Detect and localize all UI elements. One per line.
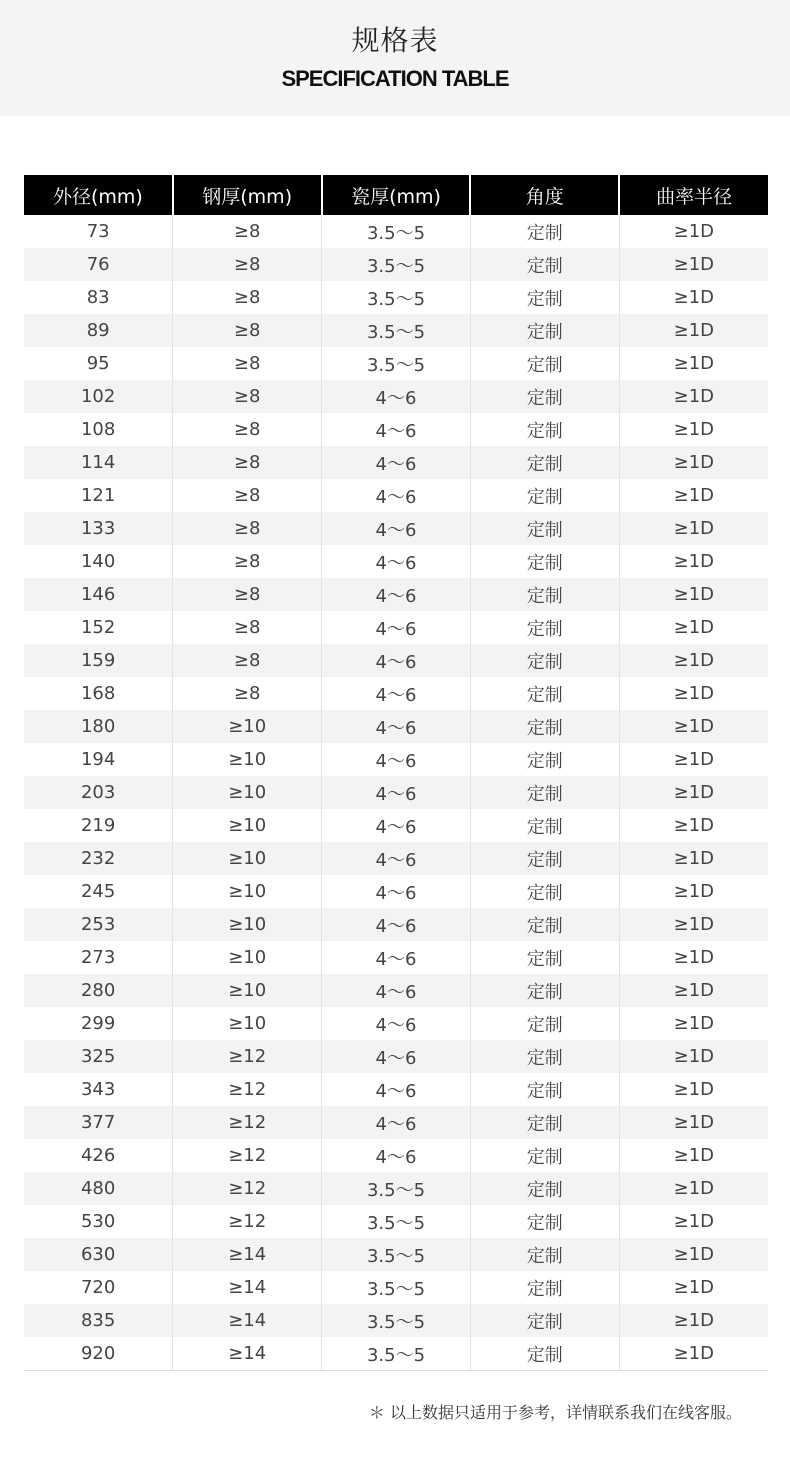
table-row — [24, 1106, 768, 1139]
cell-ceramic-thickness: 4～6 — [322, 710, 471, 743]
cell-curvature-radius: ≥1D — [673, 1277, 715, 1298]
cell-outer-diameter: 83 — [24, 281, 173, 314]
cell-curvature-radius: ≥1D — [673, 353, 715, 374]
cell-curvature-radius: ≥1D — [673, 551, 715, 572]
cell-angle: 定制 — [470, 743, 619, 776]
cell-ceramic-thickness: 3.5～5 — [322, 1304, 471, 1337]
cell-outer-diameter: 108 — [24, 413, 173, 446]
page-header — [0, 0, 790, 116]
cell-outer-diameter: 76 — [24, 248, 173, 281]
cell-outer-diameter: 146 — [24, 578, 173, 611]
cell-curvature-radius: ≥1D — [619, 1172, 768, 1205]
table-row — [24, 644, 768, 677]
table-row — [24, 446, 768, 479]
cell-curvature-radius: ≥1D — [619, 1238, 768, 1271]
cell-angle: 定制 — [470, 710, 619, 743]
table-row — [24, 1337, 768, 1371]
cell-curvature-radius: ≥1D — [619, 248, 768, 281]
cell-outer-diameter: 325 — [24, 1040, 173, 1073]
cell-angle: 定制 — [470, 446, 619, 479]
table-row — [24, 281, 768, 314]
cell-angle: 定制 — [470, 1073, 619, 1106]
cell-angle: 定制 — [470, 1304, 619, 1337]
cell-ceramic-thickness: 4～6 — [322, 578, 471, 611]
cell-angle: 定制 — [470, 776, 619, 809]
cell-ceramic-thickness: 4～6 — [322, 1106, 471, 1139]
cell-ceramic-thickness: 4～6 — [322, 512, 471, 545]
cell-ceramic-thickness: 4～6 — [322, 413, 471, 446]
cell-outer-diameter: 180 — [24, 710, 173, 743]
cell-angle: 定制 — [470, 1139, 619, 1172]
cell-steel-thickness: ≥12 — [173, 1139, 322, 1172]
cell-steel-thickness: ≥12 — [173, 1172, 322, 1205]
cell-curvature-radius: ≥1D — [619, 1106, 768, 1139]
cell-angle: 定制 — [470, 1172, 619, 1205]
cell-steel-thickness: ≥14 — [173, 1238, 322, 1271]
table-row — [24, 776, 768, 809]
cell-steel-thickness: ≥8 — [173, 314, 322, 347]
cell-angle: 定制 — [470, 611, 619, 644]
table-row — [24, 1172, 768, 1205]
column-header-ceramic-thickness: 瓷厚(mm) — [322, 175, 471, 215]
table-row — [24, 1040, 768, 1073]
cell-angle: 定制 — [470, 545, 619, 578]
page-subtitle: SPECIFICATION TABLE — [281, 66, 509, 91]
cell-ceramic-thickness: 4～6 — [322, 1139, 471, 1172]
cell-ceramic-thickness: 4～6 — [322, 743, 471, 776]
table-row — [24, 347, 768, 380]
cell-curvature-radius: ≥1D — [619, 578, 768, 611]
cell-steel-thickness: ≥10 — [173, 908, 322, 941]
cell-ceramic-thickness: 4～6 — [322, 1073, 471, 1106]
cell-angle: 定制 — [470, 281, 619, 314]
cell-outer-diameter: 121 — [24, 479, 173, 512]
table-row — [24, 479, 768, 512]
cell-steel-thickness: ≥8 — [173, 578, 322, 611]
cell-outer-diameter: 299 — [24, 1007, 173, 1040]
cell-ceramic-thickness: 4～6 — [322, 1040, 471, 1073]
table-row — [24, 809, 768, 842]
cell-outer-diameter: 95 — [24, 347, 173, 380]
cell-steel-thickness: ≥8 — [173, 479, 322, 512]
cell-curvature-radius: ≥1D — [673, 815, 715, 836]
cell-ceramic-thickness: 4～6 — [322, 1007, 471, 1040]
cell-curvature-radius: ≥1D — [673, 287, 715, 308]
cell-steel-thickness: ≥10 — [173, 809, 322, 842]
cell-outer-diameter: 835 — [24, 1304, 173, 1337]
cell-curvature-radius: ≥1D — [619, 1040, 768, 1073]
cell-ceramic-thickness: 4～6 — [322, 908, 471, 941]
cell-outer-diameter: 203 — [24, 776, 173, 809]
footnote: ＊ 以上数据只适用于参考，详情联系我们在线客服。 — [368, 1403, 742, 1422]
table-header-row — [24, 175, 768, 215]
table-row — [24, 842, 768, 875]
cell-curvature-radius: ≥1D — [673, 617, 715, 638]
cell-ceramic-thickness: 3.5～5 — [322, 1205, 471, 1238]
cell-ceramic-thickness: 4～6 — [322, 974, 471, 1007]
cell-outer-diameter: 232 — [24, 842, 173, 875]
cell-steel-thickness: ≥10 — [173, 974, 322, 1007]
cell-angle: 定制 — [470, 413, 619, 446]
table-row — [24, 512, 768, 545]
cell-curvature-radius: ≥1D — [673, 419, 715, 440]
cell-curvature-radius: ≥1D — [673, 683, 715, 704]
cell-angle: 定制 — [470, 1271, 619, 1304]
cell-steel-thickness: ≥12 — [173, 1040, 322, 1073]
cell-outer-diameter: 73 — [24, 215, 173, 248]
table-row — [24, 677, 768, 710]
column-header-angle: 角度 — [470, 175, 619, 215]
table-row — [24, 1238, 768, 1271]
cell-angle: 定制 — [470, 974, 619, 1007]
cell-curvature-radius: ≥1D — [673, 1013, 715, 1034]
cell-curvature-radius: ≥1D — [673, 1211, 715, 1232]
cell-ceramic-thickness: 4～6 — [322, 809, 471, 842]
cell-outer-diameter: 140 — [24, 545, 173, 578]
cell-outer-diameter: 480 — [24, 1172, 173, 1205]
cell-ceramic-thickness: 3.5～5 — [322, 281, 471, 314]
cell-ceramic-thickness: 3.5～5 — [322, 347, 471, 380]
cell-outer-diameter: 920 — [24, 1337, 173, 1371]
cell-steel-thickness: ≥8 — [173, 611, 322, 644]
table-row — [24, 743, 768, 776]
cell-angle: 定制 — [470, 1205, 619, 1238]
table-row — [24, 1271, 768, 1304]
table-row — [24, 578, 768, 611]
cell-ceramic-thickness: 3.5～5 — [322, 215, 471, 248]
cell-ceramic-thickness: 3.5～5 — [322, 248, 471, 281]
cell-curvature-radius: ≥1D — [673, 1079, 715, 1100]
cell-curvature-radius: ≥1D — [673, 749, 715, 770]
cell-ceramic-thickness: 3.5～5 — [322, 1172, 471, 1205]
cell-curvature-radius: ≥1D — [619, 1304, 768, 1337]
table-row — [24, 380, 768, 413]
table-row — [24, 545, 768, 578]
table-row — [24, 941, 768, 974]
cell-steel-thickness: ≥8 — [173, 215, 322, 248]
cell-ceramic-thickness: 4～6 — [322, 611, 471, 644]
spec-table — [24, 175, 768, 1371]
cell-curvature-radius: ≥1D — [619, 314, 768, 347]
cell-outer-diameter: 377 — [24, 1106, 173, 1139]
cell-steel-thickness: ≥10 — [173, 875, 322, 908]
cell-steel-thickness: ≥12 — [173, 1073, 322, 1106]
table-row — [24, 1205, 768, 1238]
cell-curvature-radius: ≥1D — [619, 380, 768, 413]
cell-curvature-radius: ≥1D — [673, 881, 715, 902]
cell-ceramic-thickness: 3.5～5 — [322, 1238, 471, 1271]
table-row — [24, 710, 768, 743]
table-row — [24, 413, 768, 446]
column-header-curvature-radius: 曲率半径 — [619, 175, 768, 215]
cell-ceramic-thickness: 4～6 — [322, 677, 471, 710]
cell-steel-thickness: ≥14 — [173, 1337, 322, 1371]
table-row — [24, 215, 768, 248]
cell-angle: 定制 — [470, 479, 619, 512]
cell-steel-thickness: ≥8 — [173, 347, 322, 380]
cell-ceramic-thickness: 3.5～5 — [322, 314, 471, 347]
cell-ceramic-thickness: 4～6 — [322, 875, 471, 908]
column-header-outer-diameter: 外径(mm) — [24, 175, 173, 215]
cell-angle: 定制 — [470, 578, 619, 611]
cell-outer-diameter: 720 — [24, 1271, 173, 1304]
cell-steel-thickness: ≥8 — [173, 248, 322, 281]
cell-angle: 定制 — [470, 842, 619, 875]
table-body — [24, 215, 768, 1371]
cell-angle: 定制 — [470, 1337, 619, 1371]
cell-angle: 定制 — [470, 314, 619, 347]
cell-curvature-radius: ≥1D — [619, 776, 768, 809]
cell-ceramic-thickness: 3.5～5 — [322, 1337, 471, 1371]
column-header-steel-thickness: 钢厚(mm) — [173, 175, 322, 215]
cell-outer-diameter: 530 — [24, 1205, 173, 1238]
cell-ceramic-thickness: 4～6 — [322, 776, 471, 809]
cell-curvature-radius: ≥1D — [619, 644, 768, 677]
cell-outer-diameter: 152 — [24, 611, 173, 644]
page-title: 规格表 — [351, 24, 439, 57]
cell-angle: 定制 — [470, 677, 619, 710]
cell-angle: 定制 — [470, 512, 619, 545]
cell-curvature-radius: ≥1D — [619, 710, 768, 743]
cell-angle: 定制 — [470, 908, 619, 941]
table-row — [24, 248, 768, 281]
cell-steel-thickness: ≥10 — [173, 1007, 322, 1040]
cell-steel-thickness: ≥8 — [173, 380, 322, 413]
cell-steel-thickness: ≥10 — [173, 842, 322, 875]
cell-angle: 定制 — [470, 380, 619, 413]
cell-steel-thickness: ≥12 — [173, 1106, 322, 1139]
cell-angle: 定制 — [470, 875, 619, 908]
cell-steel-thickness: ≥8 — [173, 545, 322, 578]
cell-angle: 定制 — [470, 347, 619, 380]
cell-outer-diameter: 273 — [24, 941, 173, 974]
cell-steel-thickness: ≥8 — [173, 413, 322, 446]
cell-outer-diameter: 114 — [24, 446, 173, 479]
cell-curvature-radius: ≥1D — [619, 974, 768, 1007]
cell-outer-diameter: 159 — [24, 644, 173, 677]
table-row — [24, 314, 768, 347]
cell-outer-diameter: 89 — [24, 314, 173, 347]
spec-table-container — [24, 175, 768, 1371]
cell-curvature-radius: ≥1D — [619, 908, 768, 941]
cell-curvature-radius: ≥1D — [619, 842, 768, 875]
cell-ceramic-thickness: 4～6 — [322, 380, 471, 413]
cell-ceramic-thickness: 4～6 — [322, 842, 471, 875]
table-row — [24, 1007, 768, 1040]
cell-curvature-radius: ≥1D — [673, 221, 715, 242]
cell-outer-diameter: 630 — [24, 1238, 173, 1271]
cell-curvature-radius: ≥1D — [619, 1337, 768, 1371]
cell-angle: 定制 — [470, 1040, 619, 1073]
cell-ceramic-thickness: 4～6 — [322, 941, 471, 974]
cell-steel-thickness: ≥8 — [173, 512, 322, 545]
cell-outer-diameter: 253 — [24, 908, 173, 941]
cell-steel-thickness: ≥14 — [173, 1304, 322, 1337]
cell-steel-thickness: ≥8 — [173, 281, 322, 314]
cell-outer-diameter: 280 — [24, 974, 173, 1007]
cell-ceramic-thickness: 4～6 — [322, 644, 471, 677]
cell-curvature-radius: ≥1D — [673, 1145, 715, 1166]
cell-outer-diameter: 133 — [24, 512, 173, 545]
cell-steel-thickness: ≥10 — [173, 743, 322, 776]
cell-angle: 定制 — [470, 809, 619, 842]
table-row — [24, 908, 768, 941]
cell-outer-diameter: 343 — [24, 1073, 173, 1106]
table-row — [24, 1073, 768, 1106]
cell-steel-thickness: ≥8 — [173, 644, 322, 677]
cell-curvature-radius: ≥1D — [619, 446, 768, 479]
cell-angle: 定制 — [470, 1238, 619, 1271]
cell-ceramic-thickness: 4～6 — [322, 446, 471, 479]
cell-steel-thickness: ≥10 — [173, 776, 322, 809]
cell-steel-thickness: ≥14 — [173, 1271, 322, 1304]
cell-curvature-radius: ≥1D — [673, 485, 715, 506]
cell-ceramic-thickness: 3.5～5 — [322, 1271, 471, 1304]
cell-curvature-radius: ≥1D — [619, 512, 768, 545]
cell-outer-diameter: 219 — [24, 809, 173, 842]
cell-outer-diameter: 168 — [24, 677, 173, 710]
table-row — [24, 1304, 768, 1337]
cell-ceramic-thickness: 4～6 — [322, 479, 471, 512]
cell-steel-thickness: ≥8 — [173, 446, 322, 479]
cell-angle: 定制 — [470, 1106, 619, 1139]
table-row — [24, 611, 768, 644]
cell-outer-diameter: 426 — [24, 1139, 173, 1172]
cell-curvature-radius: ≥1D — [673, 947, 715, 968]
table-row — [24, 875, 768, 908]
cell-outer-diameter: 245 — [24, 875, 173, 908]
cell-outer-diameter: 102 — [24, 380, 173, 413]
cell-steel-thickness: ≥12 — [173, 1205, 322, 1238]
cell-steel-thickness: ≥8 — [173, 677, 322, 710]
cell-angle: 定制 — [470, 1007, 619, 1040]
table-row — [24, 1139, 768, 1172]
cell-angle: 定制 — [470, 248, 619, 281]
cell-angle: 定制 — [470, 644, 619, 677]
table-row — [24, 974, 768, 1007]
cell-outer-diameter: 194 — [24, 743, 173, 776]
cell-angle: 定制 — [470, 215, 619, 248]
cell-steel-thickness: ≥10 — [173, 710, 322, 743]
cell-angle: 定制 — [470, 941, 619, 974]
cell-steel-thickness: ≥10 — [173, 941, 322, 974]
cell-ceramic-thickness: 4～6 — [322, 545, 471, 578]
